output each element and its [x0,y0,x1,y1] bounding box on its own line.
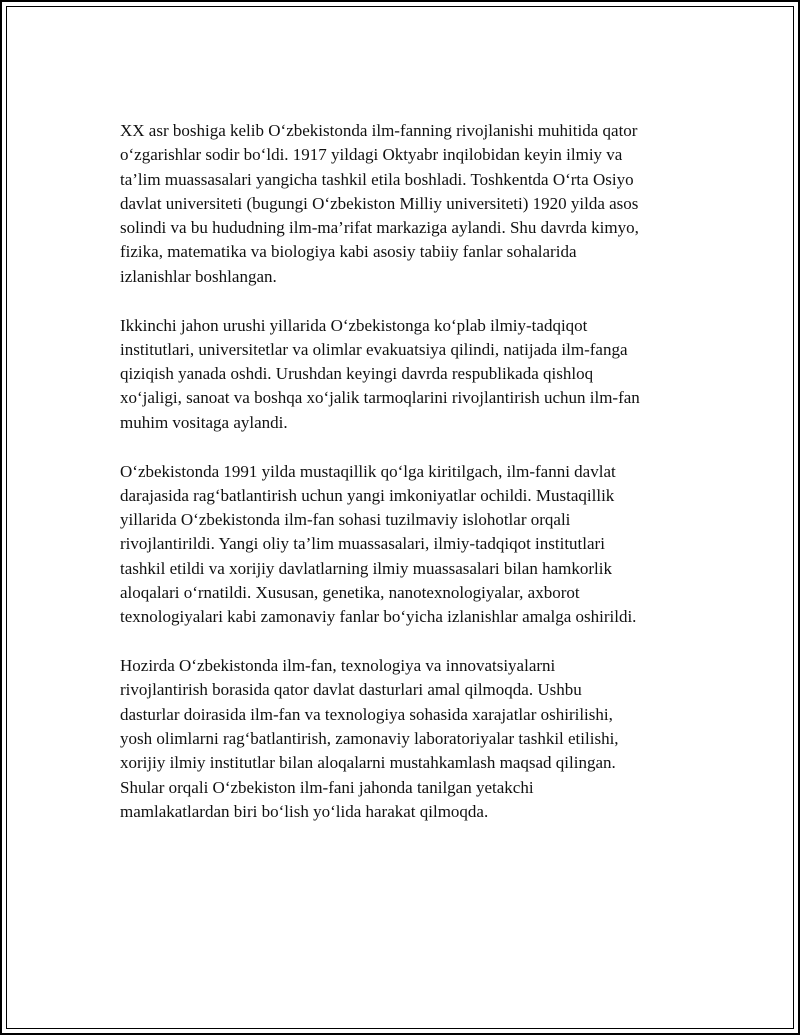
paragraph-2: Ikkinchi jahon urushi yillarida O‘zbekistonga ko‘plab ilmiy-tadqiqot institutlari, universitetlar va olimlar evakuatsiya qilindi, natijada ilm-fanga qiziqish yanada oshdi. Urushdan keyingi davrda respublikada qishloq xo‘jaligi, sanoat va boshqa xo‘jalik tarmoqlarini rivojlantirish uchun ilm-fan muhim vositaga aylandi. [120,315,640,432]
document-body [120,119,688,849]
paragraph-4: Hozirda O‘zbekistonda ilm-fan, texnologiya va innovatsiyalarni rivojlantirish borasida qator davlat dasturlari amal qilmoqda. Ushbu dasturlar doirasida ilm-fan va texnologiya sohasida xarajatlar oshirilishi, yosh olimlarni rag‘batlantirish, zamonaviy laboratoriyalar tashkil etilishi, xorijiy ilmiy institutlar bilan aloqalarni mustahkamlash maqsad qilingan. Shular orqali O‘zbekiston ilm-fani jahonda tanilgan yetakchi mamlakatlardan biri bo‘lish yo‘lida harakat qilmoqda. [120,656,619,821]
paragraph-1: XX asr boshiga kelib O‘zbekistonda ilm-fanning rivojlanishi muhitida qator o‘zgarishlar sodir bo‘ldi. 1917 yildagi Oktyabr inqilobidan keyin ilmiy va ta’lim muassasalari yangicha tashkil etila boshladi. Toshkentda O‘rta Osiyo davlat universiteti (bugungi O‘zbekiston Milliy universiteti) 1920 yilda asos solindi va bu hududning ilm-ma’rifat markaziga aylandi. Shu davrda kimyo, fizika, matematika va biologiya kabi asosiy tabiiy fanlar sohalarida izlanishlar boshlangan. [120,121,639,286]
paragraph-3: O‘zbekistonda 1991 yilda mustaqillik qo‘lga kiritilgach, ilm-fanni davlat darajasida rag‘batlantirish uchun yangi imkoniyatlar ochildi. Mustaqillik yillarida O‘zbekistonda ilm-fan sohasi tuzilmaviy islohotlar orqali rivojlantirildi. Yangi oliy ta’lim muassasalari, ilmiy-tadqiqot institutlari tashkil etildi va xorijiy davlatlarning ilmiy muassasalari bilan hamkorlik aloqalari o‘rnatildi. Xususan, genetika, nanotexnologiyalar, axborot texnologiyalari kabi zamonaviy fanlar bo‘yicha izlanishlar amalga oshirildi. [120,461,637,627]
